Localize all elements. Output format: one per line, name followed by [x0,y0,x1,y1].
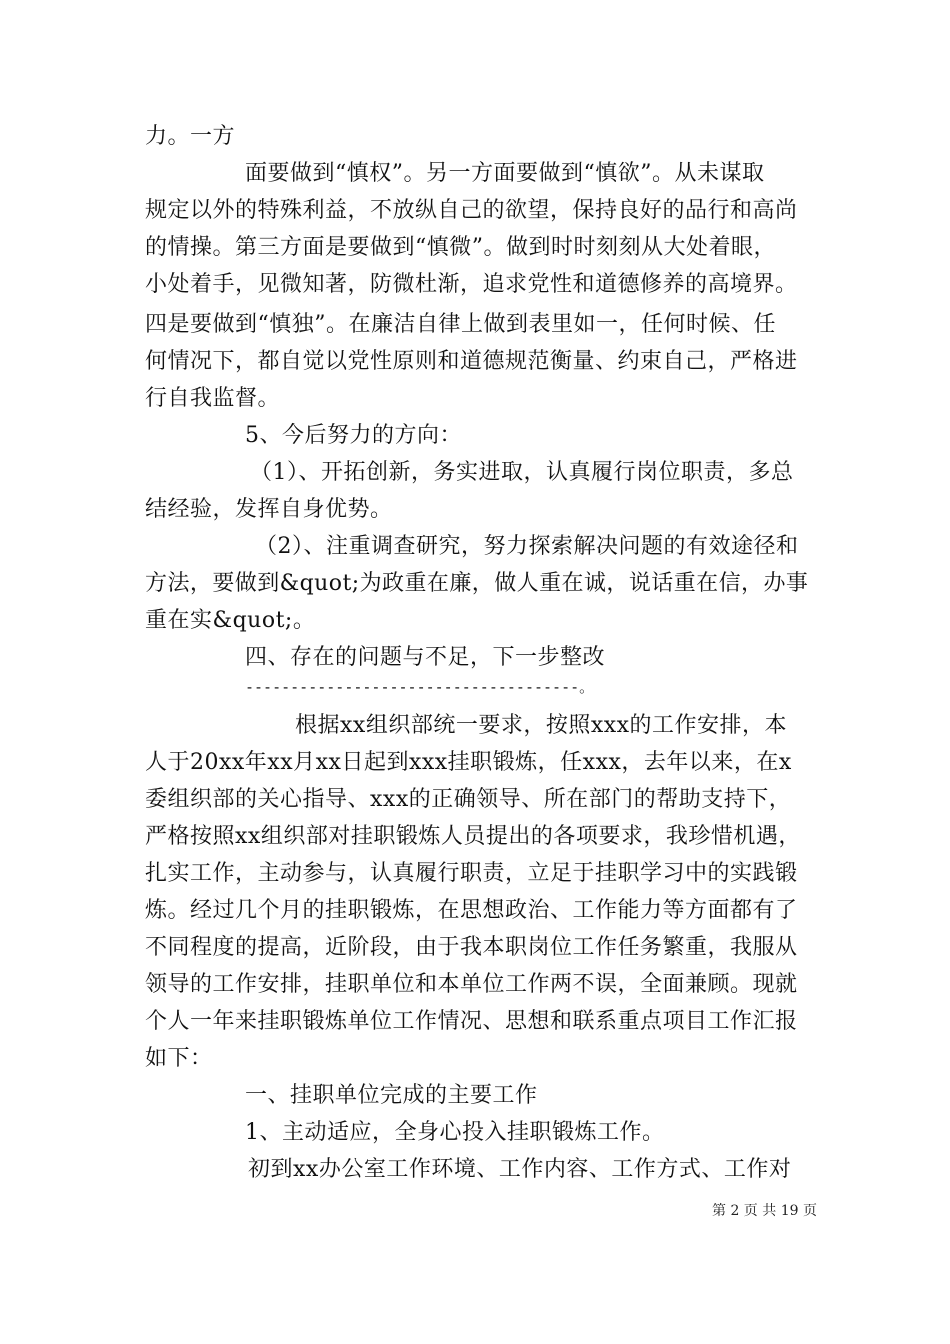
section-heading: 一、挂职单位完成的主要工作 [245,1083,538,1108]
page-number-footer: 第 2 页 共 19 页 [712,1203,817,1219]
list-item-line: （1）、开拓创新，务实进取，认真履行岗位职责，多总 [250,460,794,485]
list-item-line: （2）、注重调查研究，努力探索解决问题的有效途径和 [255,534,799,559]
section-heading: 5、今后努力的方向： [245,423,462,448]
subsection-heading: 1、主动适应，全身心投入挂职锻炼工作。 [245,1120,665,1145]
section-heading: 四、存在的问题与不足，下一步整改 [245,645,606,670]
list-item-line: 结经验，发挥自身优势。 [145,497,393,522]
paragraph-line: 小处着手，见微知著，防微杜渐，追求党性和道德修养的高境界。 [145,272,798,297]
dash-separator: -------------------------------------。 [245,678,595,696]
paragraph-line: 不同程度的提高，近阶段，由于我本职岗位工作任务繁重，我服从 [145,935,798,960]
paragraph-line: 扎实工作，主动参与，认真履行职责，立足于挂职学习中的实践锻 [145,861,798,886]
paragraph-line: 炼。经过几个月的挂职锻炼，在思想政治、工作能力等方面都有了 [145,898,798,923]
paragraph-line: 严格按照xx组织部对挂职锻炼人员提出的各项要求，我珍惜机遇， [145,824,801,849]
paragraph-line: 规定以外的特殊利益，不放纵自己的欲望，保持良好的品行和高尚 [145,198,798,223]
paragraph-line: 人于20xx年xx月xx日起到xxx挂职锻炼，任xxx，去年以来，在x [145,750,792,775]
paragraph-line: 初到xx办公室工作环境、工作内容、工作方式、工作对 [248,1157,792,1182]
paragraph-line: 何情况下，都自觉以党性原则和道德规范衡量、约束自己，严格进 [145,349,798,374]
paragraph-line: 的情操。第三方面是要做到“慎微”。做到时时刻刻从大处着眼， [145,235,776,260]
list-item-line: 重在实&quot;。 [145,608,316,633]
paragraph-line: 个人一年来挂职锻炼单位工作情况、思想和联系重点项目工作汇报 [145,1009,798,1034]
paragraph-line: 根据xx组织部统一要求，按照xxx的工作安排，本 [295,713,788,738]
list-item-line: 方法，要做到&quot;为政重在廉，做人重在诚，说话重在信，办事 [145,571,809,596]
paragraph-line: 力。一方 [145,124,236,149]
paragraph-line: 行自我监督。 [145,386,281,411]
paragraph-line: 四是要做到“慎独”。在廉洁自律上做到表里如一，任何时候、任 [145,312,776,337]
paragraph-line: 委组织部的关心指导、xxx的正确领导、所在部门的帮助支持下， [145,787,792,812]
paragraph-line: 面要做到“慎权”。另一方面要做到“慎欲”。从未谋取 [245,161,765,186]
paragraph-line: 领导的工作安排，挂职单位和本单位工作两不误，全面兼顾。现就 [145,972,798,997]
paragraph-line: 如下： [145,1046,213,1071]
